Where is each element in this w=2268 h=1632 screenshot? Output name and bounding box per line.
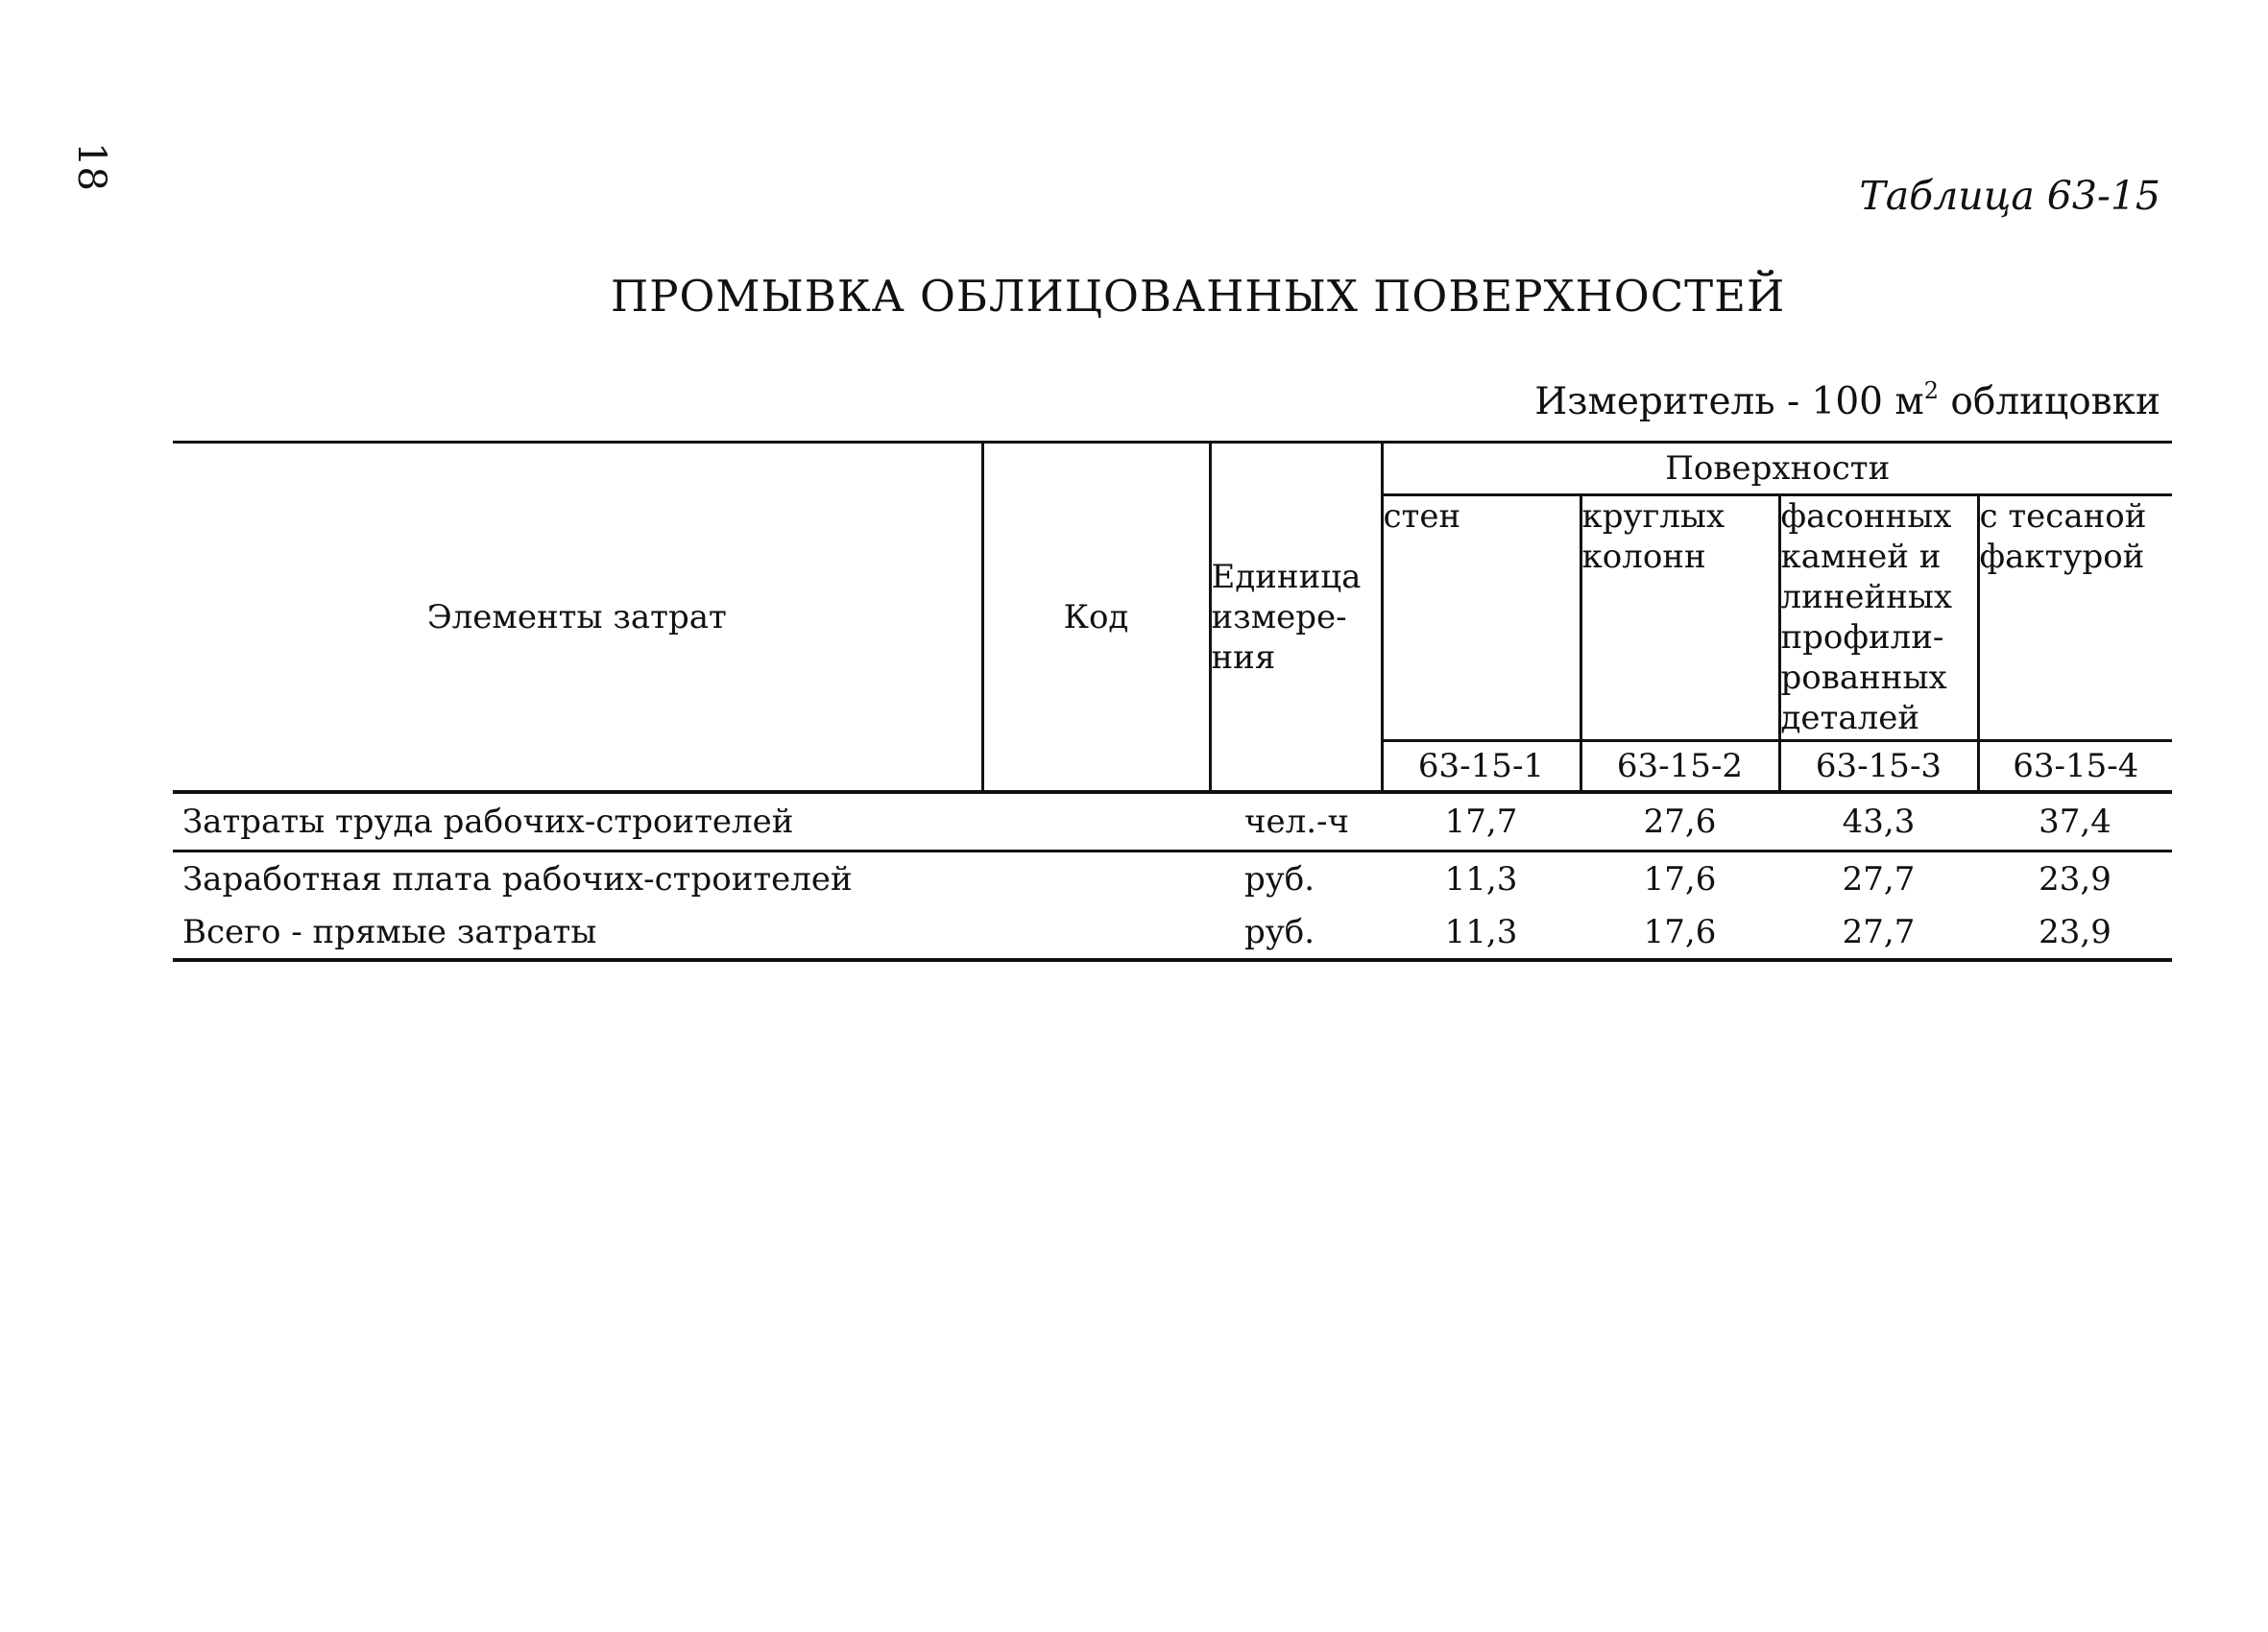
code-col-4: 63-15-4 (1978, 741, 2172, 793)
row-unit: руб. (1210, 906, 1382, 960)
table-row (173, 906, 2172, 960)
measure-prefix: Измеритель - 100 м (1534, 380, 1924, 423)
row-value: 37,4 (1978, 792, 2172, 852)
row-name: Всего - прямые затраты (173, 906, 982, 960)
row-value: 27,6 (1580, 792, 1779, 852)
row-code (982, 852, 1210, 907)
header-col-2: круглых колонн (1580, 495, 1779, 741)
row-value: 43,3 (1779, 792, 1978, 852)
row-code (982, 792, 1210, 852)
row-value: 27,7 (1779, 906, 1978, 960)
row-name: Заработная плата рабочих-строителей (182, 860, 853, 899)
row-unit: руб. (1244, 860, 1315, 899)
row-value: 11,3 (1382, 906, 1580, 960)
row-value: 27,7 (1842, 860, 1916, 899)
row-name: Затраты труда рабочих-строителей (173, 792, 982, 852)
header-col-4: с тесаной фактурой (1978, 495, 2172, 741)
code-col-2: 63-15-2 (1580, 741, 1779, 793)
page-number: 18 (69, 142, 113, 191)
measure-suffix: облицовки (1938, 380, 2160, 423)
code-col-1: 63-15-1 (1382, 741, 1580, 793)
row-value: 17,6 (1643, 860, 1717, 899)
row-value: 11,3 (1444, 860, 1518, 899)
code-col-3: 63-15-3 (1779, 741, 1978, 793)
table-label: Таблица 63-15 (1859, 173, 2160, 219)
header-col-3: фасонных камней и линейных профили-рованных деталей (1779, 495, 1978, 741)
header-unit: Единица измере-ния (1210, 443, 1382, 793)
row-unit: чел.-ч (1210, 792, 1382, 852)
table-row (173, 792, 2172, 852)
page-title: ПРОМЫВКА ОБЛИЦОВАННЫХ ПОВЕРХНОСТЕЙ (611, 271, 1786, 322)
row-value: 23,9 (2039, 860, 2111, 899)
cost-table (173, 441, 2172, 962)
row-value: 23,9 (1978, 906, 2172, 960)
header-surfaces: Поверхности (1382, 443, 2172, 495)
header-elements: Элементы затрат (173, 443, 982, 793)
row-value: 17,6 (1580, 906, 1779, 960)
header-code: Код (982, 443, 1210, 793)
measure-unit (1534, 377, 2160, 423)
header-col-1: стен (1382, 495, 1580, 741)
row-value: 17,7 (1382, 792, 1580, 852)
measure-superscript: 2 (1923, 377, 1939, 404)
table-row (173, 852, 2172, 907)
row-code (982, 906, 1210, 960)
